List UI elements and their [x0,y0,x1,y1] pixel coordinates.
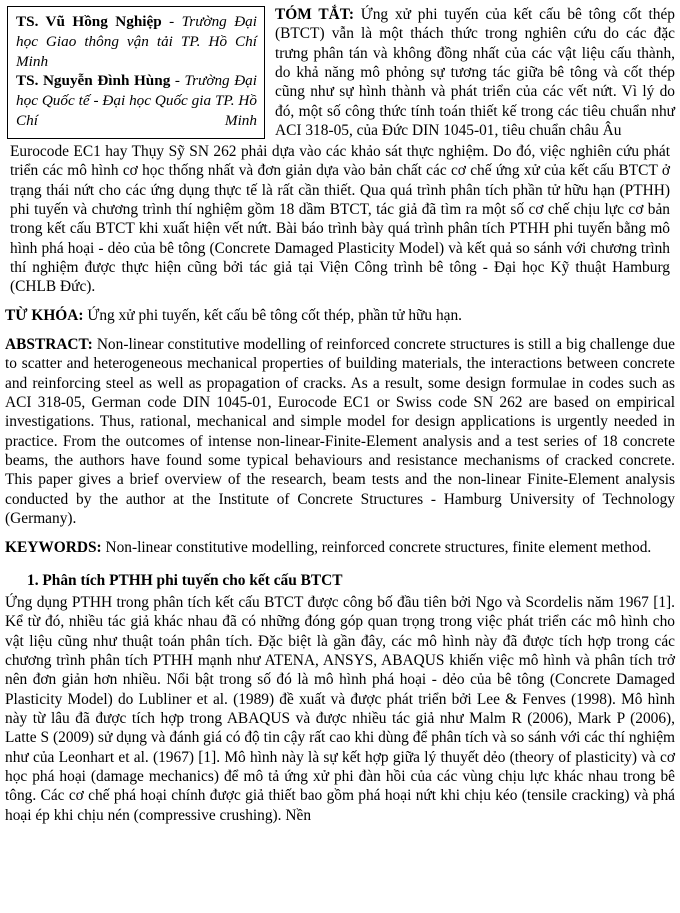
abstract-english-text: Non-linear constitutive modelling of reinforced concrete structures is still a big challenge due to scatter and heterogeneous mechanical properties of building materials, the interactions between concrete and reinforcing steel as well as propagation of cracks. As a result, some design formulae in codes such as ACI 318-05, German code DIN 1045-01, Eurocode EC1 or Swiss code SN 262 are based on empirical investigations. Thus, rational, mechanical and simple model for design applications is urgently needed in practice. From the outcomes of intense non-linear-Finite-Element analysis and a test series of 18 concrete beams, the authors have found some typical behaviours and resistance mechanisms of cracked concrete. This paper gives a brief overview of the research, beam tests and the non-linear Finite-Element analysis conducted by the author at the Institute of Concrete Structures - Hamburg University of Technology (Germany). [5,335,675,527]
keywords-english-text: Non-linear constitutive modelling, reinforced concrete structures, finite element method. [101,539,652,557]
author-name-1: TS. Vũ Hồng Nghiệp [16,13,162,30]
author-affiliation-2: Trường Đại học Quốc tế - Đại học Quốc gia TP. Hồ Chí Minh [16,72,257,129]
author-separator-2: - [170,72,185,90]
author-affiliation-1: Trường Đại học Giao thông vận tải TP. Hồ Chí Minh [16,13,257,70]
keywords-vietnamese [0,306,680,325]
header-region [0,0,680,297]
section-1-heading: 1. Phân tích PTHH phi tuyến cho kết cấu BTCT [27,571,343,589]
abstract-english [0,335,680,528]
author-entry-2 [16,71,257,130]
authors-box [7,6,265,139]
keywords-vietnamese-label: TỪ KHÓA: [5,306,84,324]
keywords-vietnamese-text: Ứng xử phi tuyến, kết cấu bê tông cốt thép, phần tử hữu hạn. [83,306,463,324]
author-entry-1 [16,12,257,71]
abstract-vietnamese-label: TÓM TẮT: [275,6,354,23]
abstract-english-label: ABSTRACT: [5,335,93,353]
section-1-body: Ứng dụng PTHH trong phân tích kết cấu BTCT được công bố đầu tiên bởi Ngo và Scordelis năm 1967 [1]. Kể từ đó, nhiều tác giả khác nhau đã có những đóng góp quan trọng trong việc phát triển các mô hình cho vật liệu cũng như thuật toán phân tích. Đặc biệt là gần đây, các mô hình này đã được tích hợp trong các chương trình phân tích PTHH mạnh như ATENA, ANSYS, ABAQUS khiến việc mô hình và phân tích trở nên đơn giản hơn nhiều. Nổi bật trong số đó là mô hình phá hoại - dẻo của bê tông (Concrete Damaged Plasticity Model) do Lubliner et al. (1989) đề xuất và được phát triển bởi Lee & Fenves (1998). Mô hình này từ lâu đã được tích hợp trong ABAQUS và được nhiều tác giả như Malm R (2006), Mark P (2006), Latte S (2009) sử dụng và đánh giá có độ tin cậy rất cao khi dùng để phân tích và so sánh với các thí nghiệm như của Leonhart et al. (1967) [1]. Mô hình này là sự kết hợp giữa lý thuyết dẻo (theory of plasticity) và cơ học phá hoại (damage mechanics) để mô tả ứng xử phi đàn hồi của các vùng chịu lực khác nhau trong bê tông. Các cơ chế phá hoại chính được giả thiết bao gồm phá hoại nứt khi chịu kéo (tensile cracking) và phá hoại ép khi chịu nén (compressive crushing). Nền [5,593,675,824]
keywords-english [0,538,680,557]
abstract-vietnamese-head-text: Ứng xử phi tuyến của kết cấu bê tông cốt thép (BTCT) vẫn là một thách thức trong nghiên cứu do các đặc trưng phân tán và không đồng nhất của các vật liệu cấu thành, do khả năng mô phỏng sự tương tác giữa bê tông và cốt thép cũng như sự hình thành và phát triển của các vết nứt. Vì lý do đó, một số công thức tính toán thiết kế trong các tiêu chuẩn như ACI 318-05, của Đức DIN 1045-01, tiêu chuẩn châu Âu [275,6,675,139]
keywords-english-label: KEYWORDS: [5,539,102,557]
author-name-2: TS. Nguyễn Đình Hùng [16,72,171,90]
abstract-vietnamese-body: Eurocode EC1 hay Thụy Sỹ SN 262 phải dựa vào các khảo sát thực nghiệm. Do đó, việc nghiên cứu phát triển các mô hình cơ học thống nhất và đơn giản dựa vào bản chất các cơ chế ứng xử của kết cấu BTCT ở trạng thái nứt cho các ứng dụng thực tế là rất cần thiết. Qua quá trình phân tích phần tử hữu hạn (PTHH) phi tuyến và chương trình thí nghiệm gồm 18 dầm BTCT, tác giả đã tìm ra một số cơ chế chịu lực cơ bản trong kết cấu BTCT khi xuất hiện vết nứt. Bài báo trình bày quá trình phân tích PTHH phi tuyến bằng mô hình phá hoại - dẻo của bê tông (Concrete Damaged Plasticity Model) và kết quả so sánh với chương trình thí nghiệm được thực hiện cũng bởi tác giả tại Viện Công trình bê tông - Đại học Kỹ thuật Hamburg (CHLB Đức). [10,143,670,296]
author-separator-1: - [161,13,182,30]
